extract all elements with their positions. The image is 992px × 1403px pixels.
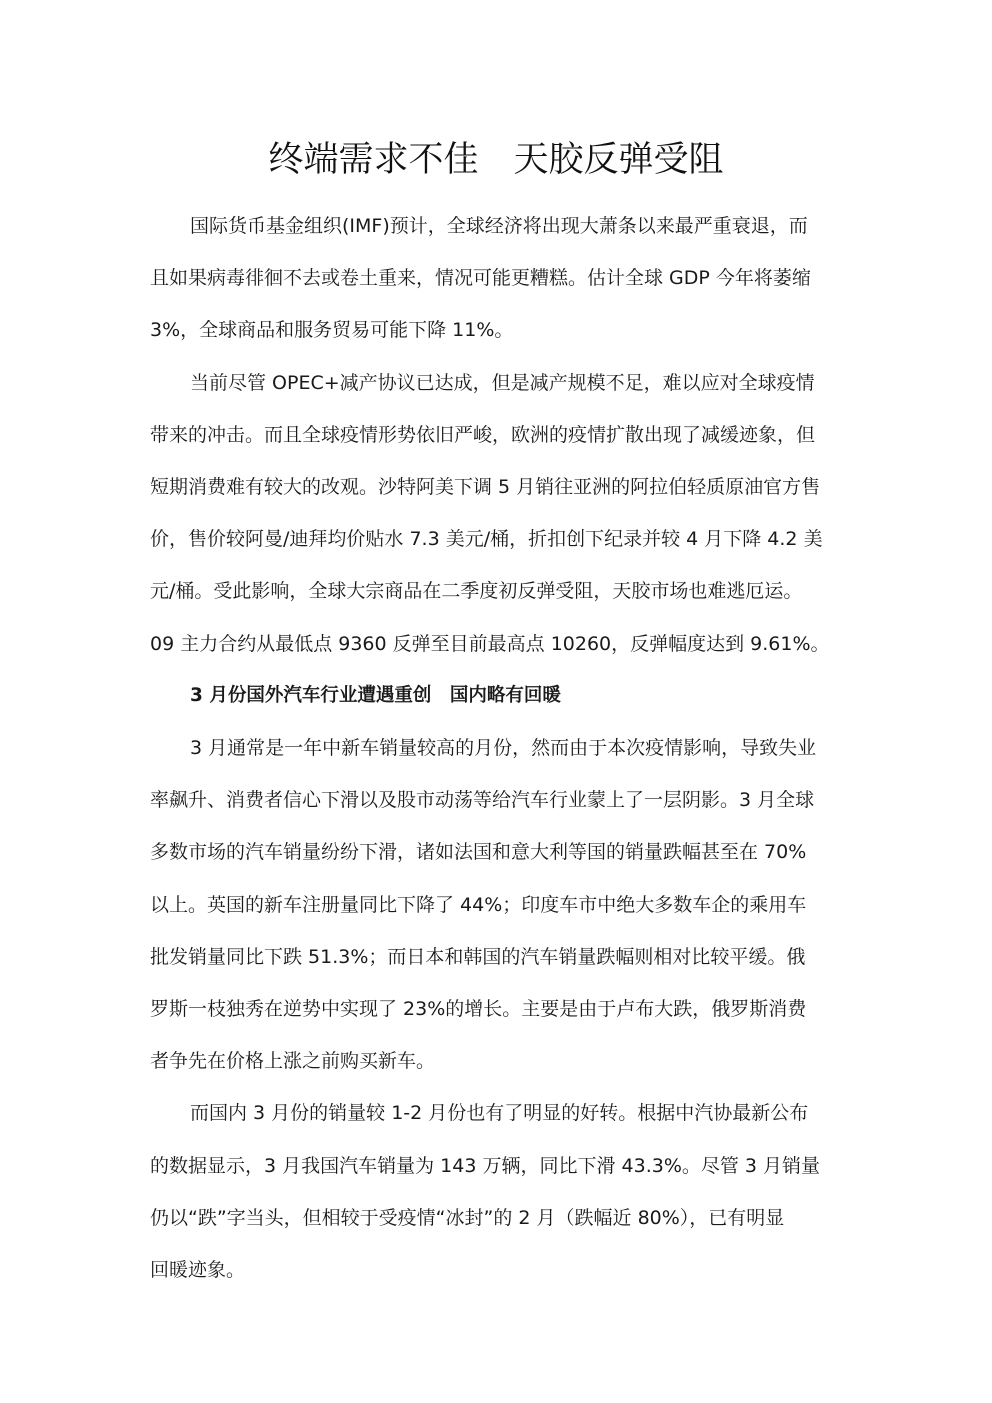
paragraph-opec-oil: 当前尽管 OPEC+减产协议已达成，但是减产规模不足，难以应对全球疫情 带来的冲击。而且全球疫情形势依旧严峻，欧洲的疫情扩散出现了减缓迹象，但 短期消费难有较大的改观。沙特阿美下调 5 月销往亚洲的阿拉伯轻质原油官方售 价，售价较阿曼/迪拜均价贴水 7.3 美元/桶，折扣创下纪录并较 4 月下降 4.2 美 元/桶。受此影响，全球大宗商品在二季度初反弹受阻，天胶市场也难逃厄运。 09 主力合约从最低点 9360 反弹至目前最高点 10260，反弹幅度达到 9.61%。 (150, 371, 830, 655)
paragraph-imf-forecast: 国际货币基金组织(IMF)预计，全球经济将出现大萧条以来最严重衰退，而 且如果病毒徘徊不去或卷土重来，情况可能更糟糕。估计全球 GDP 今年将萎缩 3%，全球商品和服务贸易可能下降 11%。 (150, 215, 811, 342)
section-heading: 3 月份国外汽车行业遭遇重创 国内略有回暖 (190, 684, 561, 706)
paragraph-domestic-auto-sales: 而国内 3 月份的销量较 1-2 月份也有了明显的好转。根据中汽协最新公布 的数据显示，3 月我国汽车销量为 143 万辆，同比下滑 43.3%。尽管 3 月销量 仍以“跌”字当头，但相较于受疫情“冰封”的 2 月（跌幅近 80%），已有明显 回暖迹象。 (150, 1102, 821, 1282)
document-body (150, 200, 843, 1296)
document-title: 终端需求不佳 天胶反弹受阻 (268, 140, 724, 180)
paragraph-foreign-auto-sales: 3 月通常是一年中新车销量较高的月份，然而由于本次疫情影响，导致失业 率飙升、消费者信心下滑以及股市动荡等给汽车行业蒙上了一层阴影。3 月全球 多数市场的汽车销量纷纷下滑，诸如法国和意大利等国的销量跌幅甚至在 70% 以上。英国的新车注册量同比下降了 44%；印度车市中绝大多数车企的乘用车 批发销量同比下跌 51.3%；而日本和韩国的汽车销量跌幅则相对比较平缓。俄 罗斯一枝独秀在逆势中实现了 23%的增长。主要是由于卢布大跌，俄罗斯消费 者争先在价格上涨之前购买新车。 (150, 737, 817, 1073)
